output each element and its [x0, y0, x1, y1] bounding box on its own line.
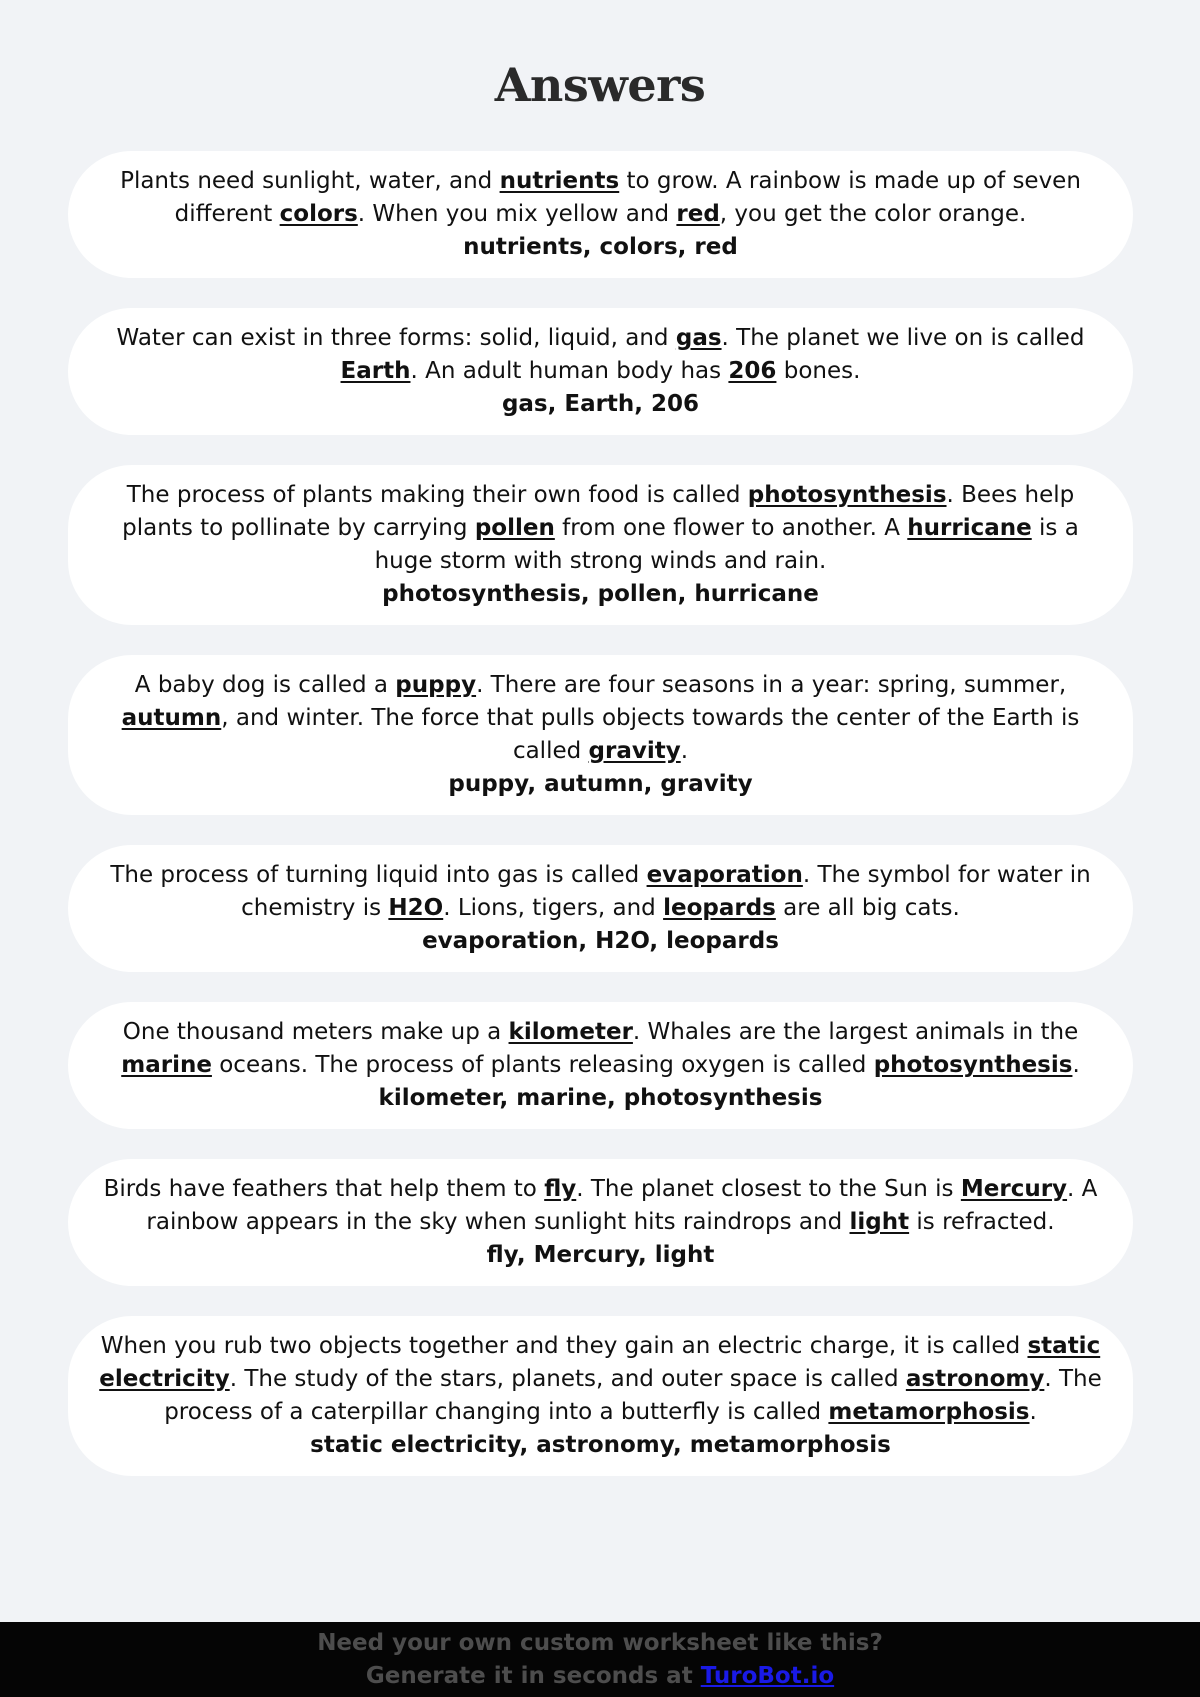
blank-answer-word: marine [121, 1052, 212, 1078]
sentence-fragment: . Lions, tigers, and [443, 895, 664, 921]
sentence-fragment: . [1072, 1052, 1080, 1078]
blank-answer-word: H2O [388, 895, 444, 921]
sentence-fragment: A baby dog is called a [134, 672, 396, 698]
answer-card [68, 655, 1133, 815]
promo-footer [0, 1622, 1200, 1697]
answer-key-line: nutrients, colors, red [463, 234, 738, 260]
footer-line-2-prefix: Generate it in seconds at [365, 1663, 701, 1689]
answer-key-line: puppy, autumn, gravity [448, 771, 753, 797]
page-title: Answers [494, 58, 706, 112]
card-sentence [94, 1330, 1107, 1429]
sentence-fragment: . [680, 738, 689, 764]
blank-answer-word: pollen [474, 515, 555, 541]
answer-card [68, 465, 1133, 625]
sentence-fragment: . [1029, 1399, 1037, 1425]
answer-card-list [68, 151, 1133, 1506]
sentence-fragment: Plants need sunlight, water, and [120, 168, 500, 194]
sentence-fragment: is refracted. [909, 1209, 1055, 1235]
answer-card [68, 1316, 1133, 1476]
card-sentence [94, 1016, 1107, 1082]
card-sentence [94, 1173, 1107, 1239]
blank-answer-word: red [676, 201, 720, 227]
answer-key-line: evaporation, H2O, leopards [422, 928, 779, 954]
answer-key-line: kilometer, marine, photosynthesis [378, 1085, 823, 1111]
card-sentence [94, 322, 1107, 388]
turobot-link[interactable]: TuroBot.io [700, 1663, 835, 1689]
blank-answer-word: static electricity [99, 1333, 1101, 1392]
blank-answer-word: leopards [663, 895, 776, 921]
sentence-fragment: . A rainbow appears in the sky when sunlight hits raindrops and [146, 1176, 1098, 1235]
sentence-fragment: One thousand meters make up a [122, 1019, 509, 1045]
blank-answer-word: Mercury [960, 1176, 1068, 1202]
answer-key-line: gas, Earth, 206 [501, 391, 700, 417]
sentence-fragment: . The planet closest to the Sun is [576, 1176, 961, 1202]
sentence-fragment: . The planet we live on is called [721, 325, 1085, 351]
blank-answer-word: evaporation [646, 862, 803, 888]
sentence-fragment: to grow. A rainbow is made up of seven different [174, 168, 1081, 227]
blank-answer-word: hurricane [907, 515, 1032, 541]
blank-answer-word: photosynthesis [747, 482, 947, 508]
blank-answer-word: metamorphosis [828, 1399, 1030, 1425]
sentence-fragment: . Bees help plants to pollinate by carrying [122, 482, 1075, 541]
card-sentence [94, 165, 1107, 231]
card-sentence [94, 669, 1107, 768]
answer-key-line: fly, Mercury, light [486, 1242, 715, 1268]
sentence-fragment: Water can exist in three forms: solid, liquid, and [116, 325, 676, 351]
sentence-fragment: . The process of a caterpillar changing into a butterfly is called [164, 1366, 1102, 1425]
sentence-fragment: bones. [776, 358, 861, 384]
blank-answer-word: nutrients [499, 168, 620, 194]
answer-card [68, 845, 1133, 972]
sentence-fragment: is a huge storm with strong winds and rain. [374, 515, 1079, 574]
answer-card [68, 1002, 1133, 1129]
blank-answer-word: autumn [121, 705, 222, 731]
sentence-fragment: . An adult human body has [410, 358, 729, 384]
blank-answer-word: Earth [340, 358, 411, 384]
answer-key-line: photosynthesis, pollen, hurricane [382, 581, 819, 607]
blank-answer-word: colors [279, 201, 358, 227]
blank-answer-word: 206 [728, 358, 777, 384]
card-sentence [94, 859, 1107, 925]
sentence-fragment: , and winter. The force that pulls objects towards the center of the Earth is called [221, 705, 1080, 764]
blank-answer-word: kilometer [508, 1019, 633, 1045]
blank-answer-word: astronomy [905, 1366, 1045, 1392]
footer-line-1: Need your own custom worksheet like this? [317, 1630, 883, 1656]
sentence-fragment: . There are four seasons in a year: spring, summer, [476, 672, 1067, 698]
sentence-fragment: . When you mix yellow and [357, 201, 677, 227]
answer-card [68, 308, 1133, 435]
sentence-fragment: The process of turning liquid into gas is called [110, 862, 647, 888]
footer-line-2 [0, 1660, 1200, 1693]
blank-answer-word: fly [544, 1176, 577, 1202]
sentence-fragment: . The study of the stars, planets, and outer space is called [229, 1366, 906, 1392]
sentence-fragment: Birds have feathers that help them to [103, 1176, 545, 1202]
blank-answer-word: gas [675, 325, 722, 351]
sentence-fragment: The process of plants making their own food is called [126, 482, 748, 508]
sentence-fragment: oceans. The process of plants releasing oxygen is called [211, 1052, 874, 1078]
blank-answer-word: puppy [395, 672, 477, 698]
answer-card [68, 151, 1133, 278]
answer-card [68, 1159, 1133, 1286]
card-sentence [94, 479, 1107, 578]
blank-answer-word: photosynthesis [873, 1052, 1073, 1078]
blank-answer-word: light [849, 1209, 910, 1235]
sentence-fragment: When you rub two objects together and they gain an electric charge, it is called [100, 1333, 1028, 1359]
sentence-fragment: , you get the color orange. [719, 201, 1027, 227]
sentence-fragment: are all big cats. [775, 895, 960, 921]
blank-answer-word: gravity [588, 738, 681, 764]
answer-key-line: static electricity, astronomy, metamorphosis [310, 1432, 891, 1458]
sentence-fragment: from one flower to another. A [554, 515, 908, 541]
sentence-fragment: . The symbol for water in chemistry is [241, 862, 1091, 921]
sentence-fragment: . Whales are the largest animals in the [632, 1019, 1079, 1045]
